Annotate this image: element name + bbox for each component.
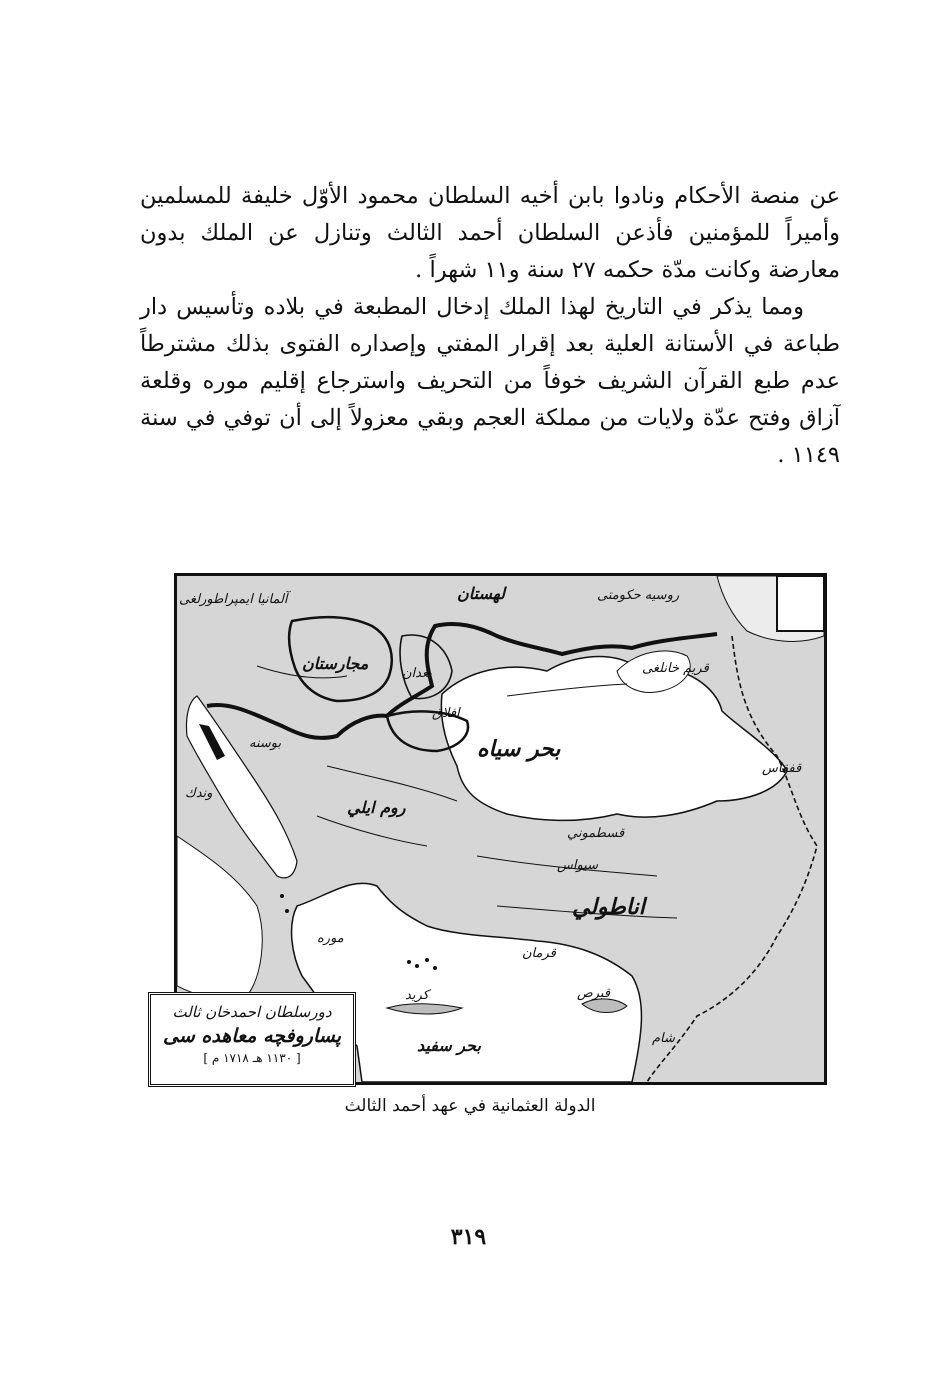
label-black-sea: بحر سياه: [477, 736, 561, 762]
label-qaraman: قرمان: [522, 946, 556, 961]
label-rumeli: روم ايلي: [347, 798, 406, 817]
map-caption: الدولة العثمانية في عهد أحمد الثالث: [344, 1096, 596, 1116]
paragraph-1: عن منصة الأحكام ونادوا بابن أخيه السلطان محمود الأوّل خليفة للمسلمين وأميراً للمؤمنين فأذعن السلطان أحمد الثالث وتنازل عن الملك بدون معارضة وكانت مدّة حكمه ٢٧ سنة و١١ شهراً .: [140, 183, 840, 283]
island-dot: [415, 964, 419, 968]
cartouche-line-1: دورسلطان احمدخان ثالث: [172, 1003, 332, 1021]
label-boghdan: بغدان: [402, 666, 432, 681]
label-russia: روسيه حكومتى: [597, 588, 680, 603]
island-dot: [407, 960, 411, 964]
label-poland: لهستان: [457, 584, 505, 603]
body-text: [140, 178, 840, 474]
label-anatolia: اناطولي: [572, 894, 645, 920]
label-bosna: بوسنه: [249, 736, 282, 751]
label-mora: موره: [317, 931, 344, 946]
map-cartouche: [148, 992, 356, 1087]
island-dot: [425, 958, 429, 962]
label-kastamonu: قسطموني: [567, 826, 625, 841]
label-majaristan: مجارستان: [302, 654, 369, 673]
cartouche-line-2: پساروفچه معاهده سى: [163, 1025, 341, 1047]
paragraph-2: ومما يذكر في التاريخ لهذا الملك إدخال المطبعة في بلاده وتأسيس دار طباعة في الأستانة العلية بعد إقرار المفتي وإصداره الفتوى بذلك مشترطاً عدم طبع القرآن الشريف خوفاً من التحريف واسترجاع إقليم موره وقلعة آزاق وفتح عدّة ولايات من مملكة العجم وبقي معزولاً إلى أن توفي في سنة ١١٤٩ .: [140, 294, 840, 468]
label-qibris: قبرص: [577, 986, 611, 1001]
page-number: ٣١٩: [450, 1224, 487, 1250]
label-mediterranean: بحر سفيد: [417, 1036, 481, 1055]
island-dot: [285, 909, 289, 913]
label-giridi: كريد: [405, 988, 429, 1003]
label-iflaq: افلاق: [432, 706, 460, 721]
label-germany: آلمانيا ايمپراطورلغى: [179, 592, 288, 607]
label-venedik: وندك: [185, 786, 213, 801]
label-sivas: سيواس: [557, 858, 599, 873]
cartouche-line-3: [ ١١٣٠ هـ ١٧١٨ م ]: [203, 1051, 301, 1065]
label-crimea: قريم خانلغى: [642, 661, 709, 676]
label-sham: شام: [652, 1031, 675, 1046]
label-kafkas: قفقاس: [762, 761, 802, 776]
island-dot: [280, 894, 284, 898]
island-dot: [433, 966, 437, 970]
corner-box: [777, 576, 824, 631]
